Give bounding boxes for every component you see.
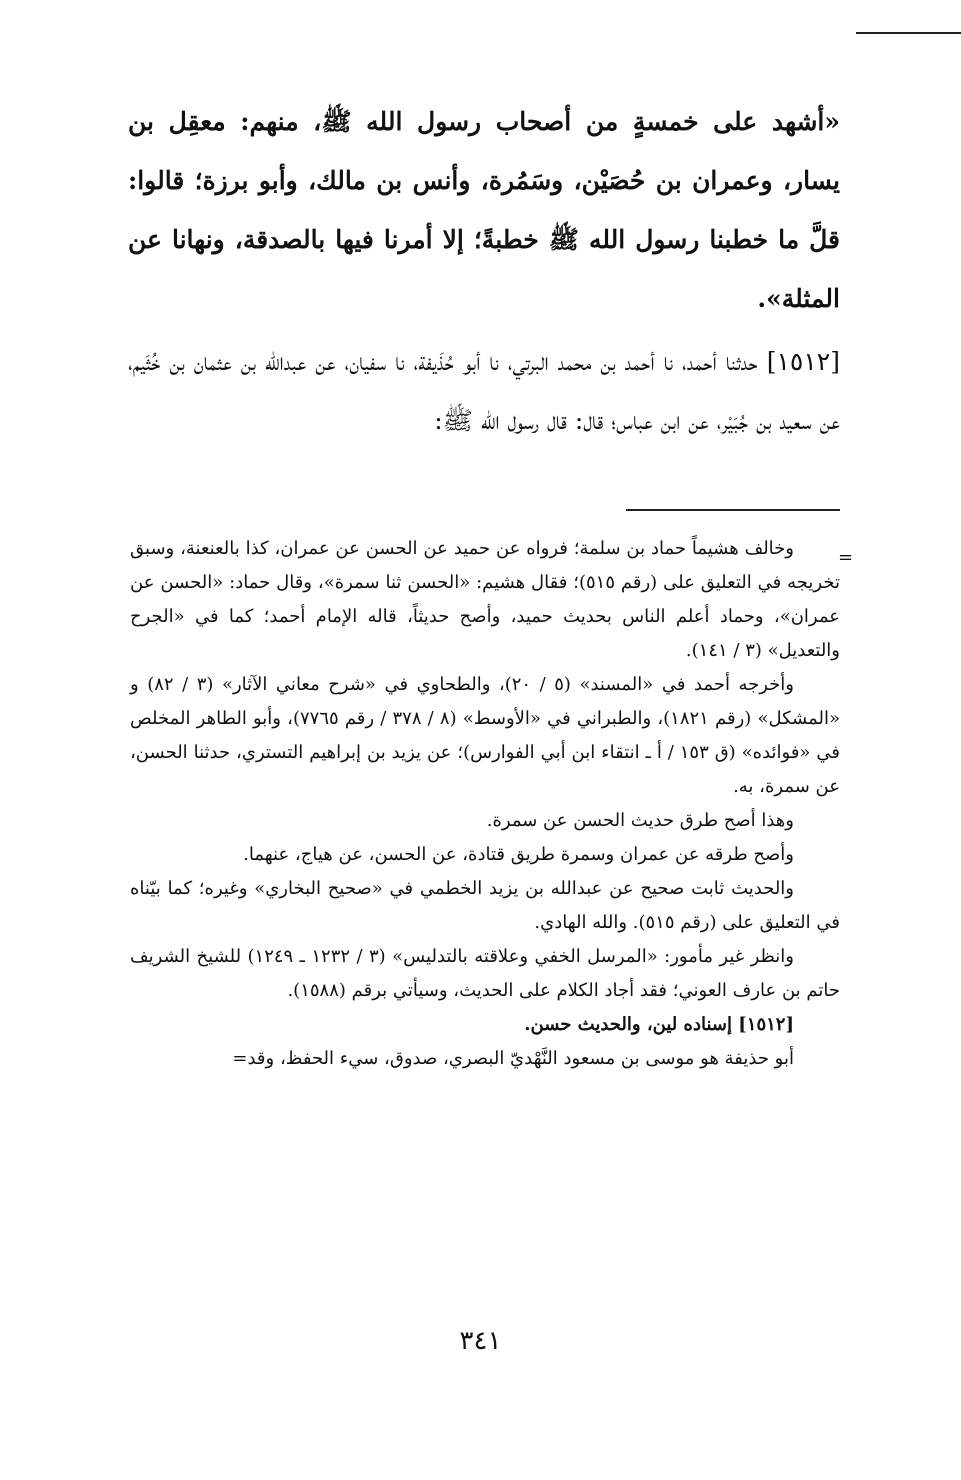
footnotes-block [130, 532, 840, 1076]
page-number: ٣٤١ [459, 1326, 502, 1356]
footnote-grading [130, 1008, 840, 1042]
narration-text: حدثنا أحمد، نا أحمد بن محمد البرتي، نا أبو حُذَيفة، نا سفيان، عن عبدالله بن عثمان بن خُثَيم، عن سعيد بن جُبَيْر، عن ابن عباس؛ قال: قال رسول الله ﷺ: [128, 347, 840, 435]
hadith-narration-paragraph [128, 332, 840, 450]
footnote-paragraph: وخالف هشيماً حماد بن سلمة؛ فرواه عن حميد عن الحسن عن عمران، كذا بالعنعنة، وسبق تخريجه في التعليق على (رقم ٥١٥)؛ فقال هشيم: «الحسن ثنا سمرة»، وقال حماد: «الحسن عن عمران»، وحماد أعلم الناس بحديث حميد، وأصح حديثاً، قاله الإمام أحمد؛ كما في «الجرح والتعديل» (٣ / ١٤١). [130, 538, 840, 661]
footnote-paragraph: وأخرجه أحمد في «المسند» (٥ / ٢٠)، والطحاوي في «شرح معاني الآثار» (٣ / ٨٢) و «المشكل» (رقم ١٨٢١)، والطبراني في «الأوسط» (٨ / ٣٧٨ / رقم ٧٧٦٥)، وأبو الطاهر المخلص في «فوائده» (ق ١٥٣ / أ ـ انتقاء ابن أبي الفوارس)؛ عن يزيد بن إبراهيم التستري، حدثنا الحسن، عن سمرة، به. [130, 674, 840, 797]
main-text-block [128, 92, 840, 450]
footnote-separator-rule [626, 509, 840, 511]
footnote-paragraph: وأصح طرقه عن عمران وسمرة طريق قتادة، عن الحسن، عن هياج، عنهما. [243, 844, 794, 865]
footnote-paragraph: والحديث ثابت صحيح عن عبدالله بن يزيد الخطمي في «صحيح البخاري» وغيره؛ كما بيّناه في التعليق على (رقم ٥١٥). والله الهادي. [130, 878, 840, 933]
header-rule [856, 32, 961, 34]
footnote-last-line: أبو حذيفة هو موسى بن مسعود النَّهْديّ البصري، صدوق، سيء الحفظ، وقد= [232, 1048, 794, 1069]
hadith-quote-paragraph: «أشهد على خمسةٍ من أصحاب رسول الله ﷺ، منهم: معقِل بن يسار، وعمران بن حُصَيْن، وسَمُرة، وأنس بن مالك، وأبو برزة؛ قالوا: قلَّ ما خطبنا رسول الله ﷺ خطبةً؛ إلا أمرنا فيها بالصدقة، ونهانا عن المثلة». [128, 107, 840, 313]
footnote-continuation-mark: = [838, 547, 854, 568]
hadith-number: [١٥١٢] [766, 347, 840, 376]
footnote-paragraph: وانظر غير مأمور: «المرسل الخفي وعلاقته بالتدليس» (٣ / ١٢٣٢ ـ ١٢٤٩) للشيخ الشريف حاتم بن عارف العوني؛ فقد أجاد الكلام على الحديث، وسيأتي برقم (١٥٨٨). [130, 946, 840, 1001]
footnote-grading-text: إسناده لين، والحديث حسن. [524, 1014, 732, 1035]
footnote-paragraph: وهذا أصح طرق حديث الحسن عن سمرة. [486, 810, 794, 831]
footnote-grading-number: [١٥١٢] [738, 1014, 794, 1035]
